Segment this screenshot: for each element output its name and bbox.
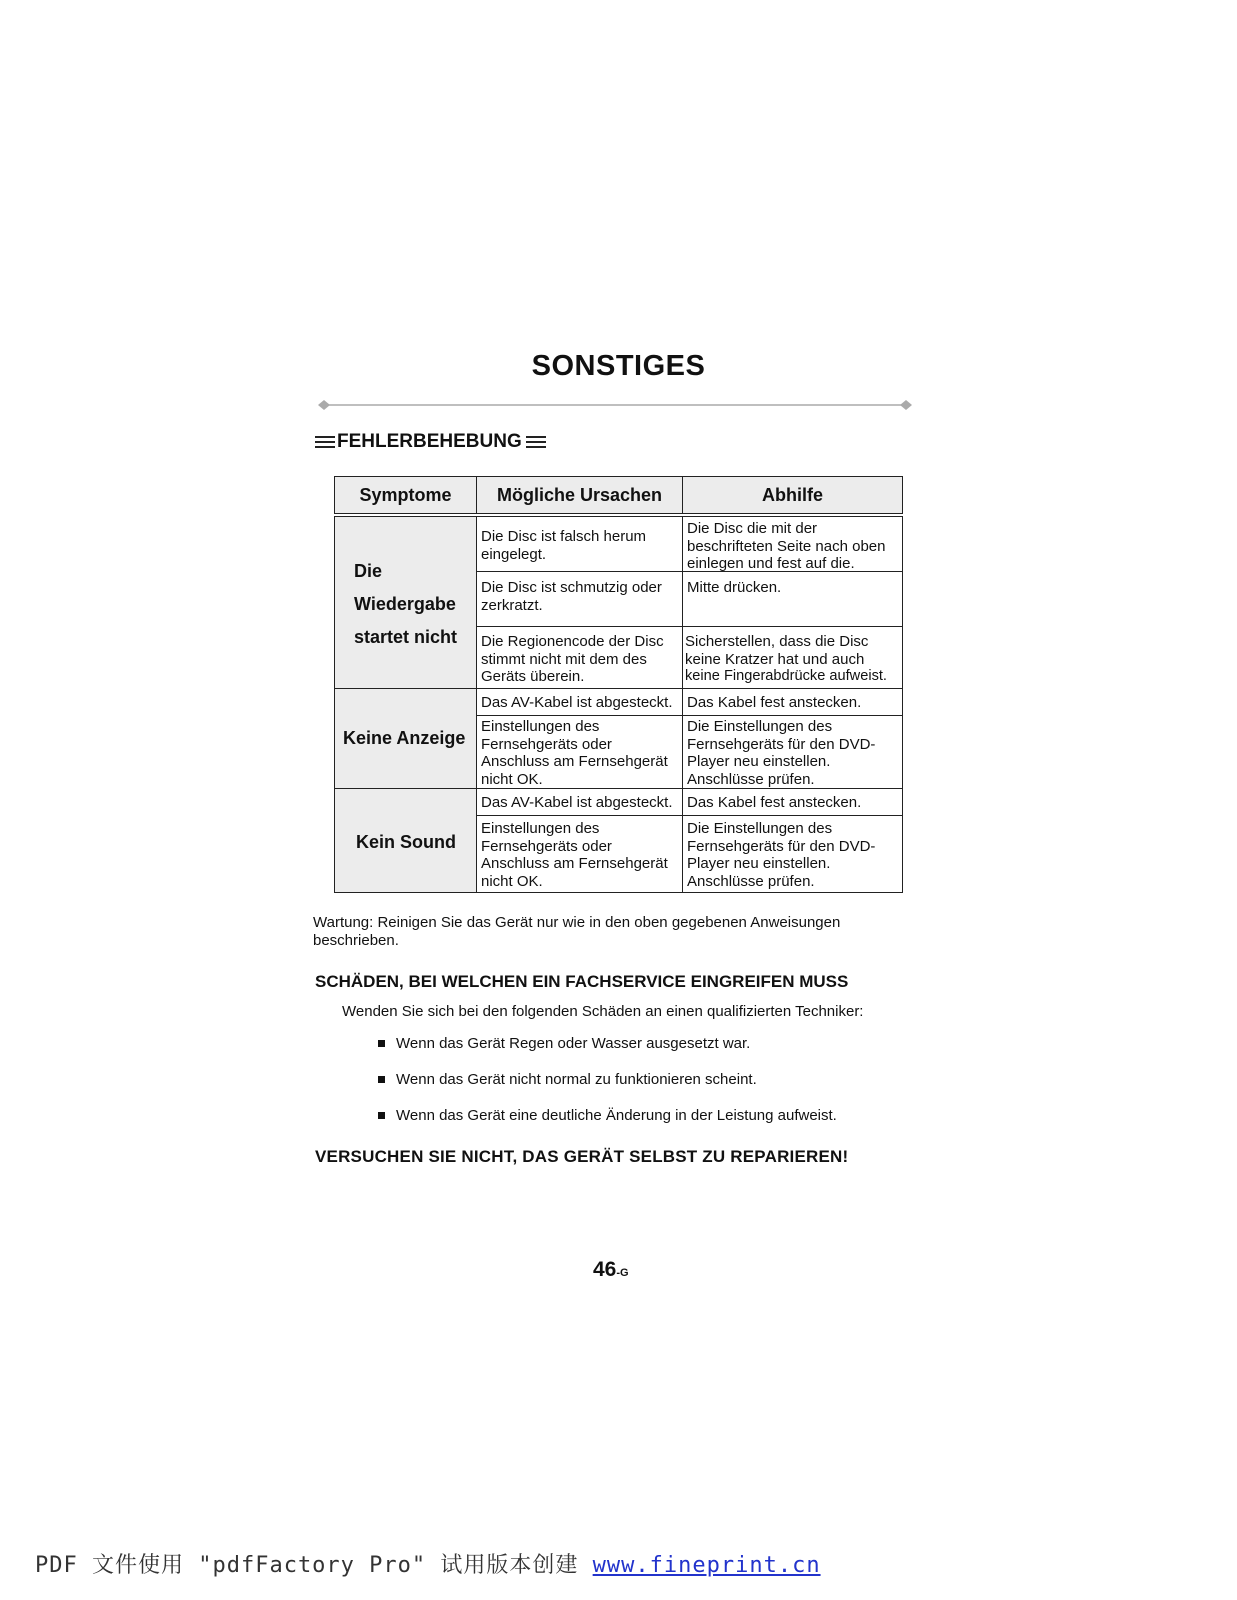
remedy-line: Sicherstellen, dass die Disc: [685, 633, 869, 650]
symptom-line: Die: [354, 561, 383, 581]
remedy-line: keine Fingerabdrücke aufweist.: [685, 668, 887, 684]
table-header-symptoms: Symptome: [334, 476, 477, 514]
cause-cell: [476, 688, 683, 716]
list-item: [378, 1035, 750, 1052]
list-item-text: Wenn das Gerät Regen oder Wasser ausgesetzt war.: [396, 1035, 751, 1052]
remedy-line: Das Kabel fest anstecken.: [687, 794, 862, 811]
service-intro: Wenden Sie sich bei den folgenden Schäden an einen qualifizierten Techniker:: [342, 1003, 864, 1020]
remedy-cell: [682, 815, 903, 893]
symptom-line: Kein Sound: [356, 832, 456, 852]
cause-line: Geräts überein.: [481, 668, 585, 685]
list-item-text: Wenn das Gerät eine deutliche Änderung in der Leistung aufweist.: [396, 1107, 837, 1124]
footer-text: PDF 文件使用 "pdfFactory Pro" 试用版本创建: [35, 1553, 593, 1578]
cause-cell: [476, 626, 683, 689]
remedy-line: Anschlüsse prüfen.: [687, 872, 815, 890]
cause-line: Fernsehgeräts oder: [481, 735, 612, 753]
symptom-line: Wiedergabe: [354, 594, 456, 614]
cause-line: nicht OK.: [481, 872, 543, 890]
remedy-cell: [682, 715, 903, 789]
menu-lines-icon: [526, 435, 546, 449]
symptom-cell: [334, 788, 477, 893]
remedy-line: Die Einstellungen des: [687, 820, 833, 837]
title-divider: [318, 398, 912, 412]
cause-cell: [476, 815, 683, 893]
remedy-line: beschrifteten Seite nach oben: [687, 537, 886, 555]
section-heading: [315, 430, 546, 454]
cause-line: Anschluss am Fernsehgerät: [481, 753, 668, 770]
page-number-suffix: -G: [616, 1267, 629, 1279]
remedy-cell: [682, 788, 903, 816]
remedy-line: Mitte drücken.: [687, 579, 782, 596]
maintenance-note-line: Wartung: Reinigen Sie das Gerät nur wie in den oben gegebenen Anweisungen: [313, 914, 841, 931]
remedy-line: einlegen und fest auf die.: [687, 555, 855, 572]
square-bullet-icon: [378, 1076, 385, 1083]
remedy-cell: [682, 571, 903, 627]
symptom-cell: [334, 688, 477, 789]
cause-line: Einstellungen des: [481, 718, 600, 735]
section-heading-label: FEHLERBEHEBUNG: [337, 431, 522, 452]
symptom-cell: [334, 516, 477, 689]
remedy-line: Die Einstellungen des: [687, 718, 833, 735]
cause-cell: [476, 715, 683, 789]
remedy-cell: [682, 688, 903, 716]
remedy-line: Player neu einstellen.: [687, 753, 831, 770]
service-heading: SCHÄDEN, BEI WELCHEN EIN FACHSERVICE EINGREIFEN MUSS: [315, 972, 849, 991]
maintenance-note: [313, 914, 913, 950]
cause-line: Fernsehgeräts oder: [481, 837, 612, 855]
remedy-line: Fernsehgeräts für den DVD-: [687, 735, 876, 753]
square-bullet-icon: [378, 1040, 385, 1047]
page-title: SONSTIGES: [531, 350, 706, 382]
cause-line: Das AV-Kabel ist abgesteckt.: [481, 694, 673, 711]
cause-line: Das AV-Kabel ist abgesteckt.: [481, 794, 673, 811]
cause-line: Die Disc ist falsch herum: [481, 528, 647, 545]
list-item: [378, 1071, 757, 1088]
cause-line: nicht OK.: [481, 770, 543, 788]
list-item: [378, 1107, 837, 1124]
remedy-line: Fernsehgeräts für den DVD-: [687, 837, 876, 855]
cause-line: Die Disc ist schmutzig oder: [481, 579, 662, 596]
cause-line: Die Regionencode der Disc: [481, 633, 664, 650]
cause-line: eingelegt.: [481, 545, 547, 563]
footer-link[interactable]: www.fineprint.cn: [592, 1553, 821, 1578]
menu-lines-icon: [315, 435, 335, 449]
table-header-causes: Mögliche Ursachen: [476, 476, 683, 514]
cause-cell: [476, 788, 683, 816]
pdf-footer: [35, 1548, 821, 1579]
remedy-line: Player neu einstellen.: [687, 855, 831, 872]
remedy-line: Die Disc die mit der: [687, 520, 818, 537]
remedy-cell: [682, 626, 903, 689]
cause-cell: [476, 516, 683, 572]
repair-warning: VERSUCHEN SIE NICHT, DAS GERÄT SELBST ZU REPARIEREN!: [315, 1147, 849, 1166]
symptom-line: startet nicht: [354, 627, 458, 647]
remedy-line: keine Kratzer hat und auch: [685, 650, 865, 668]
page-number: [593, 1258, 629, 1282]
remedy-line: Anschlüsse prüfen.: [687, 770, 815, 788]
list-item-text: Wenn das Gerät nicht normal zu funktionieren scheint.: [396, 1071, 757, 1088]
square-bullet-icon: [378, 1112, 385, 1119]
cause-line: Einstellungen des: [481, 820, 600, 837]
maintenance-note-line: beschrieben.: [313, 932, 399, 949]
table-header-remedies: Abhilfe: [682, 476, 903, 514]
cause-line: stimmt nicht mit dem des: [481, 650, 647, 668]
remedy-cell: [682, 516, 903, 572]
cause-line: Anschluss am Fernsehgerät: [481, 855, 668, 872]
symptom-line: Keine Anzeige: [343, 728, 466, 748]
cause-line: zerkratzt.: [481, 596, 543, 614]
page-number-value: 46: [593, 1258, 617, 1281]
cause-cell: [476, 571, 683, 627]
remedy-line: Das Kabel fest anstecken.: [687, 694, 862, 711]
